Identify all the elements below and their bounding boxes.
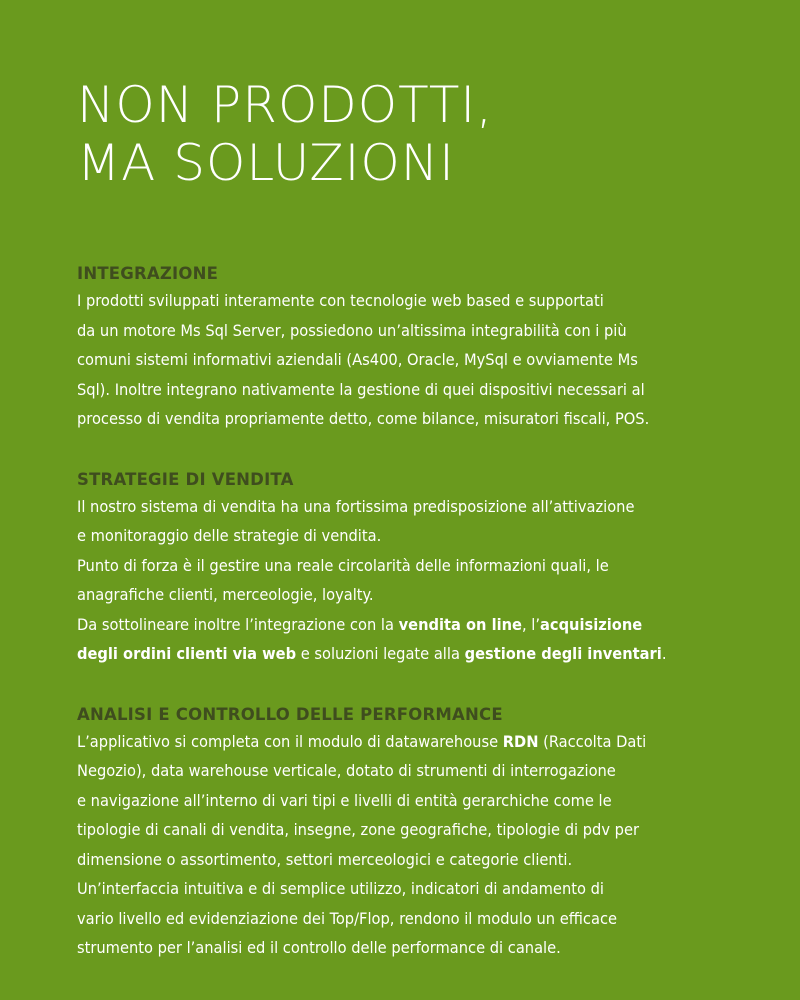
section-body xyxy=(77,727,760,963)
text-run: e soluzioni legate alla xyxy=(296,644,465,663)
body-line: Punto di forza è il gestire una reale circolarità delle informazioni quali, le xyxy=(77,555,609,575)
text-run: L’applicativo si completa con il modulo di datawarehouse xyxy=(77,731,503,751)
page-title xyxy=(77,76,760,192)
body-line: vario livello ed evidenziazione dei Top/Flop, rendono il modulo un efficace xyxy=(77,908,618,928)
section-strategie-di-vendita xyxy=(77,468,760,669)
body-line xyxy=(77,610,760,640)
bold-text-run: gestione degli inventari xyxy=(464,644,662,663)
body-line xyxy=(77,727,760,757)
body-line: e monitoraggio delle strategie di vendita. xyxy=(77,526,382,545)
section-body xyxy=(77,286,760,434)
bold-text-run: vendita on line xyxy=(398,614,522,634)
body-line: processo di vendita propriamente detto, come bilance, misuratori fiscali, POS. xyxy=(77,409,650,428)
body-line: Il nostro sistema di vendita ha una fortissima predisposizione all’attivazione xyxy=(77,496,635,516)
body-line: Un’interfaccia intuitiva e di semplice utilizzo, indicatori di andamento di xyxy=(77,879,604,898)
body-line xyxy=(77,639,760,669)
section-heading: INTEGRAZIONE xyxy=(77,264,219,283)
body-line: comuni sistemi informativi aziendali (As400, Oracle, MySql e ovviamente Ms xyxy=(77,350,638,369)
text-run: , l’ xyxy=(521,614,540,634)
section-heading: ANALISI E CONTROLLO DELLE PERFORMANCE xyxy=(77,704,503,724)
text-run: Da sottolineare inoltre l’integrazione con la xyxy=(77,614,399,634)
section-integrazione xyxy=(77,262,760,434)
body-line: anagrafiche clienti, merceologie, loyalty. xyxy=(77,585,374,604)
body-line: tipologie di canali di vendita, insegne, zone geografiche, tipologie di pdv per xyxy=(77,820,639,839)
body-line: strumento per l’analisi ed il controllo delle performance di canale. xyxy=(77,938,561,957)
text-run: (Raccolta Dati xyxy=(538,731,647,751)
text-run: . xyxy=(661,644,667,663)
bold-text-run: degli ordini clienti via web xyxy=(77,644,297,663)
section-body xyxy=(77,492,760,669)
title-line-1: NON PRODOTTI, xyxy=(77,76,494,134)
bold-text-run: acquisizione xyxy=(540,614,643,634)
section-analisi-e-controllo xyxy=(77,703,760,963)
title-line-2: MA SOLUZIONI xyxy=(77,134,455,192)
body-line: I prodotti sviluppati interamente con tecnologie web based e supportati xyxy=(77,291,604,310)
body-line: dimensione o assortimento, settori merceologici e categorie clienti. xyxy=(77,849,573,869)
body-line: Sql). Inoltre integrano nativamente la gestione di quei dispositivi necessari al xyxy=(77,379,645,399)
body-line: da un motore Ms Sql Server, possiedono un’altissima integrabilità con i più xyxy=(77,320,627,340)
body-line: Negozio), data warehouse verticale, dotato di strumenti di interrogazione xyxy=(77,761,616,780)
body-line: e navigazione all’interno di vari tipi e livelli di entità gerarchiche come le xyxy=(77,790,612,810)
section-heading: STRATEGIE DI VENDITA xyxy=(77,469,294,489)
bold-text-run: RDN xyxy=(502,731,539,751)
